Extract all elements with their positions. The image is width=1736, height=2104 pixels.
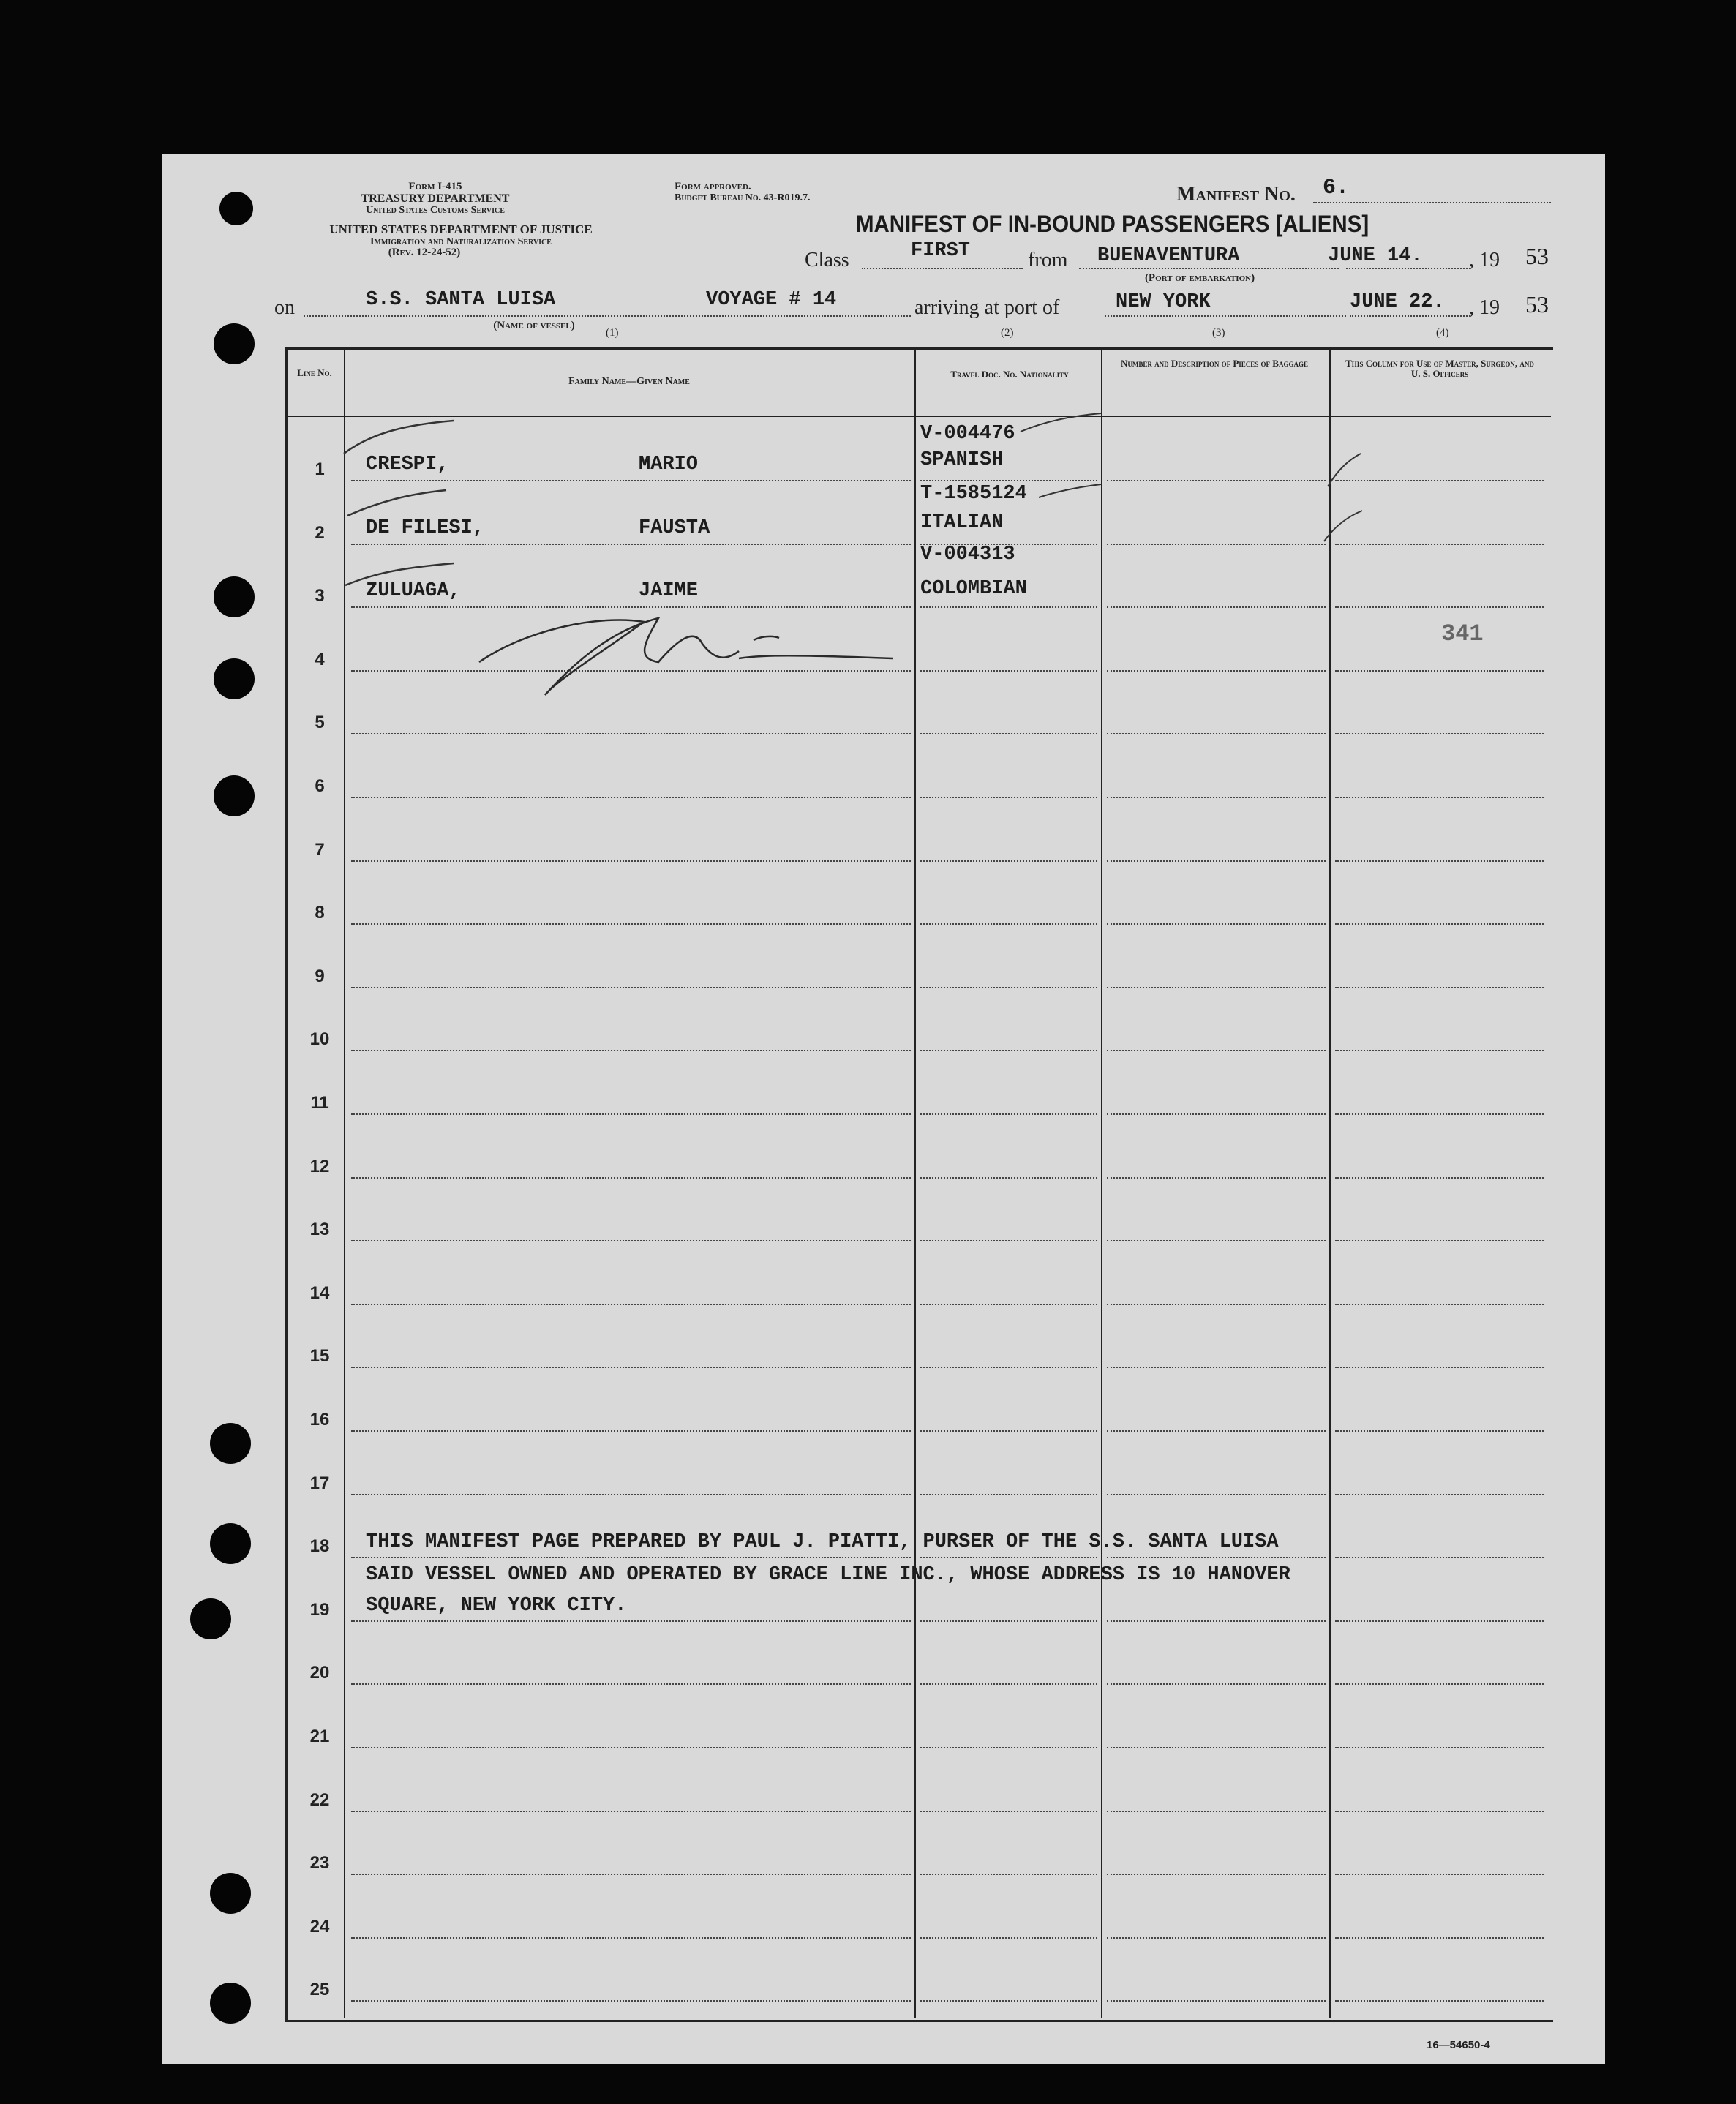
passenger-1-doc-number: V-004476 (920, 423, 1015, 445)
passenger-3-nationality: COLOMBIAN (920, 578, 1027, 600)
row-rule (1335, 860, 1544, 862)
row-rule (351, 733, 911, 734)
depart-date-line (1346, 268, 1470, 269)
line-number: 6 (315, 776, 325, 796)
row-rule (1335, 987, 1544, 988)
manifest-number-line (1313, 202, 1551, 203)
arrival-date-line (1350, 315, 1470, 317)
row-rule (920, 1240, 1097, 1241)
line-number: 13 (309, 1220, 330, 1240)
row-rule (351, 1304, 911, 1305)
row-rule (1335, 670, 1544, 672)
row-rule (351, 544, 911, 545)
binder-hole (210, 1423, 251, 1464)
row-rule (1107, 1113, 1326, 1115)
arrival-date: JUNE 22. (1350, 291, 1445, 313)
row-rule (1335, 1240, 1544, 1241)
passenger-1-given-name: MARIO (639, 454, 699, 476)
row-rule (351, 1620, 911, 1622)
row-rule (351, 1683, 911, 1685)
arriving-label: arriving at port of (914, 296, 1060, 319)
passenger-3-doc-number: V-004313 (920, 544, 1015, 566)
passenger-2-doc-number: T-1585124 (920, 483, 1027, 505)
statement-line-3: SQUARE, NEW YORK CITY. (366, 1595, 627, 1617)
row-rule (1335, 797, 1544, 798)
row-rule (1107, 797, 1326, 798)
binder-hole (210, 1873, 251, 1914)
row-rule (1107, 1811, 1326, 1812)
line-number: 23 (309, 1853, 330, 1874)
line-number: 17 (309, 1473, 330, 1493)
row-rule (1335, 1494, 1544, 1495)
from-label: from (1028, 249, 1068, 271)
treasury-department: TREASURY DEPARTMENT (361, 192, 510, 205)
row-rule (351, 797, 911, 798)
passenger-1-nationality: SPANISH (920, 449, 1004, 471)
row-rule (1107, 1494, 1326, 1495)
row-rule (1107, 1240, 1326, 1241)
row-rule (1335, 1367, 1544, 1368)
row-rule (1335, 1683, 1544, 1685)
row-rule (1107, 544, 1326, 545)
row-rule (351, 670, 911, 672)
footer-code: 16—54650-4 (1427, 2039, 1490, 2051)
row-rule (351, 860, 911, 862)
row-rule (920, 1177, 1097, 1179)
passenger-2-nationality: ITALIAN (920, 512, 1004, 534)
line-number: 11 (310, 1093, 329, 1113)
department-of-justice: UNITED STATES DEPARTMENT OF JUSTICE (329, 222, 593, 236)
header-name: Family Name—Given Name (568, 376, 690, 387)
statement-line-2: SAID VESSEL OWNED AND OPERATED BY GRACE LINE INC., WHOSE ADDRESS IS 10 HANOVER (366, 1564, 1290, 1586)
row-rule (920, 923, 1097, 925)
from-line (1079, 268, 1339, 269)
departure-year: 53 (1525, 243, 1549, 269)
line-number: 15 (309, 1346, 330, 1367)
header-travel-doc: Travel Doc. No. Nationality (950, 369, 1069, 380)
row-rule (351, 1050, 911, 1051)
line-number: 25 (309, 1980, 330, 2000)
row-rule (920, 1683, 1097, 1685)
row-rule (351, 1240, 911, 1241)
line-number: 12 (309, 1156, 330, 1176)
row-rule (351, 480, 911, 481)
column-divider (914, 347, 916, 2018)
passenger-table (285, 347, 1553, 2022)
voyage-number: VOYAGE # 14 (706, 289, 837, 311)
vessel-line (304, 315, 911, 317)
row-rule (920, 987, 1097, 988)
row-rule (920, 1304, 1097, 1305)
passenger-2-given-name: FAUSTA (639, 517, 710, 539)
row-rule (1107, 1620, 1326, 1622)
row-rule (351, 2000, 911, 2002)
row-rule (1335, 544, 1544, 545)
column-mark-3: (3) (1212, 327, 1225, 339)
row-rule (1335, 606, 1544, 608)
vessel-caption: (Name of vessel) (493, 320, 575, 331)
passenger-3-family-name: ZULUAGA, (366, 580, 461, 602)
row-rule (351, 923, 911, 925)
row-rule (920, 1494, 1097, 1495)
row-rule (1335, 1620, 1544, 1622)
line-number: 10 (309, 1029, 330, 1050)
revision-date: (Rev. 12-24-52) (388, 247, 461, 258)
row-rule (1335, 1177, 1544, 1179)
row-rule (351, 1113, 911, 1115)
line-number: 8 (315, 903, 325, 923)
passenger-2-family-name: DE FILESI, (366, 517, 485, 539)
row-rule (1107, 860, 1326, 862)
row-rule (351, 1811, 911, 1812)
row-rule (1107, 1304, 1326, 1305)
row-rule (351, 1937, 911, 1939)
row-rule (1335, 1430, 1544, 1432)
row-rule (351, 1367, 911, 1368)
line-number: 5 (315, 713, 325, 733)
passenger-class: FIRST (911, 240, 971, 262)
vessel-name: S.S. SANTA LUISA (366, 289, 556, 311)
row-rule (1107, 1683, 1326, 1685)
line-number: 21 (309, 1727, 330, 1746)
row-rule (1335, 1050, 1544, 1051)
row-rule (1107, 1937, 1326, 1939)
line-number: 9 (315, 966, 325, 986)
row-rule (920, 1050, 1097, 1051)
row-rule (920, 2000, 1097, 2002)
row-rule (1107, 1430, 1326, 1432)
row-rule (1107, 1747, 1326, 1748)
header-divider (285, 416, 1551, 417)
line-number: 1 (315, 459, 325, 479)
row-rule (1335, 480, 1544, 481)
arrival-port-line (1105, 315, 1346, 317)
line-number: 24 (309, 1916, 330, 1936)
row-rule (1107, 480, 1326, 481)
row-rule (1335, 1937, 1544, 1939)
header-line-no: Line No. (297, 367, 332, 378)
row-rule (1107, 670, 1326, 672)
row-rule (1107, 923, 1326, 925)
line-number: 20 (309, 1663, 330, 1683)
binder-hole (210, 1983, 251, 2024)
row-rule (920, 1747, 1097, 1748)
row-rule (1335, 1557, 1544, 1558)
row-rule (920, 797, 1097, 798)
row-rule (920, 670, 1097, 672)
row-rule (1107, 2000, 1326, 2002)
row-rule (1107, 733, 1326, 734)
row-rule (1107, 987, 1326, 988)
customs-service: United States Customs Service (366, 205, 505, 216)
binder-hole (210, 1523, 251, 1564)
row-rule (1335, 1747, 1544, 1748)
header-officers: This Column for Use of Master, Surgeon, and U. S. Officers (1345, 358, 1534, 379)
class-label: Class (805, 249, 849, 271)
passenger-1-family-name: CRESPI, (366, 454, 449, 476)
row-rule (920, 1937, 1097, 1939)
row-rule (1335, 1874, 1544, 1875)
row-rule (920, 733, 1097, 734)
manifest-number-label: Manifest No. (1176, 183, 1296, 206)
port-caption: (Port of embarkation) (1144, 272, 1255, 284)
row-rule (1107, 1050, 1326, 1051)
row-rule (1335, 923, 1544, 925)
arrival-year: 53 (1525, 291, 1549, 318)
row-rule (1335, 1811, 1544, 1812)
row-rule (920, 860, 1097, 862)
line-number: 7 (315, 839, 325, 860)
departure-date: JUNE 14. (1328, 245, 1423, 267)
row-rule (1107, 606, 1326, 608)
year-label: , 19 (1469, 249, 1500, 271)
officer-note: 341 (1441, 620, 1484, 647)
line-number: 2 (315, 522, 325, 543)
manifest-number: 6. (1323, 176, 1350, 200)
row-rule (351, 1557, 911, 1558)
class-line (862, 268, 1023, 269)
header-baggage: Number and Description of Pieces of Baggage (1121, 358, 1308, 369)
line-number: 16 (309, 1410, 330, 1429)
row-rule (920, 1811, 1097, 1812)
row-rule (920, 606, 1097, 608)
budget-bureau: Budget Bureau No. 43-R019.7. (675, 192, 811, 203)
row-rule (920, 1430, 1097, 1432)
row-rule (1335, 1113, 1544, 1115)
row-rule (920, 1874, 1097, 1875)
row-rule (1335, 1304, 1544, 1305)
port-of-embarkation: BUENAVENTURA (1097, 245, 1240, 267)
row-rule (1107, 1557, 1326, 1558)
line-number: 19 (309, 1599, 330, 1620)
on-label: on (274, 296, 295, 319)
column-mark-1: (1) (606, 327, 619, 339)
row-rule (1107, 1367, 1326, 1368)
form-number: Form I-415 (408, 181, 462, 192)
row-rule (920, 1620, 1097, 1622)
column-divider (1101, 347, 1102, 2018)
binder-hole (214, 323, 255, 364)
manifest-title: MANIFEST OF IN-BOUND PASSENGERS [ALIENS] (856, 211, 1369, 237)
line-number: 18 (309, 1536, 330, 1557)
column-divider (1329, 347, 1331, 2018)
row-rule (351, 1747, 911, 1748)
row-rule (920, 1367, 1097, 1368)
row-rule (1335, 2000, 1544, 2002)
row-rule (351, 1430, 911, 1432)
row-rule (1107, 1177, 1326, 1179)
line-number: 14 (309, 1282, 330, 1303)
column-mark-4: (4) (1436, 327, 1449, 339)
column-divider (344, 347, 345, 2018)
statement-line-1: THIS MANIFEST PAGE PREPARED BY PAUL J. PIATTI, PURSER OF THE S.S. SANTA LUISA (366, 1531, 1279, 1553)
binder-hole (214, 658, 255, 699)
line-number: 3 (315, 586, 325, 606)
column-mark-2: (2) (1001, 327, 1014, 339)
binder-hole (190, 1598, 231, 1639)
binder-hole (219, 192, 253, 225)
year-label: , 19 (1469, 296, 1500, 319)
immigration-service: Immigration and Naturalization Service (370, 236, 552, 247)
row-rule (351, 1874, 911, 1875)
row-rule (920, 480, 1097, 481)
binder-hole (214, 576, 255, 617)
row-rule (920, 1113, 1097, 1115)
passenger-3-given-name: JAIME (639, 580, 699, 602)
row-rule (351, 987, 911, 988)
row-rule (1335, 733, 1544, 734)
line-number: 4 (315, 649, 325, 669)
row-rule (351, 1177, 911, 1179)
line-number: 22 (309, 1789, 330, 1810)
binder-hole (214, 775, 255, 816)
row-rule (920, 1557, 1097, 1558)
row-rule (351, 606, 911, 608)
form-approved: Form approved. (675, 181, 751, 192)
arrival-port: NEW YORK (1116, 291, 1211, 313)
row-rule (1107, 1874, 1326, 1875)
row-rule (351, 1494, 911, 1495)
